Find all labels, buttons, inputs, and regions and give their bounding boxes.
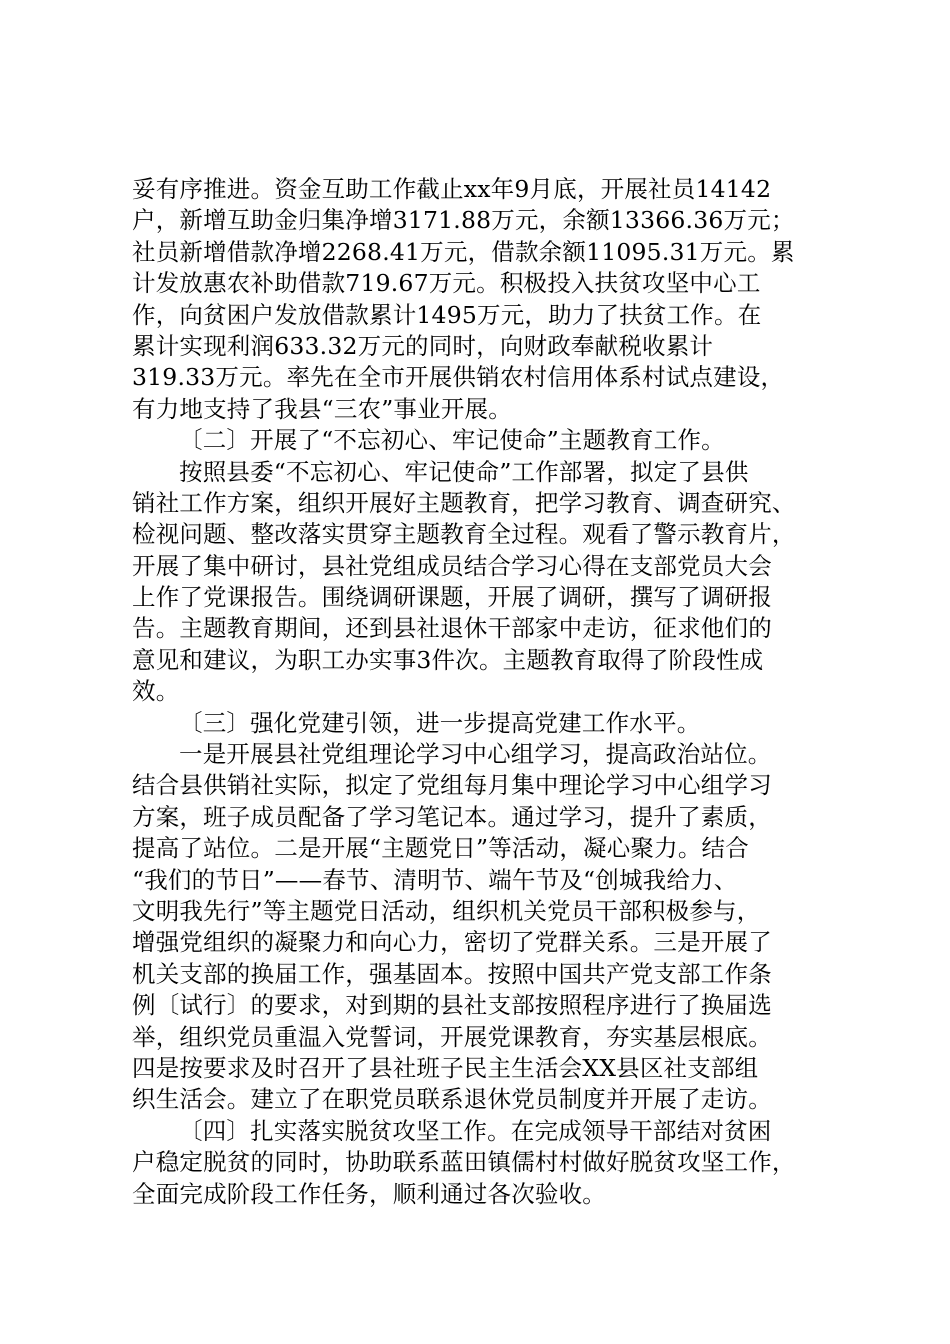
text-line: 全面完成阶段工作任务，顺利通过各次验收。 [132, 1179, 606, 1208]
text-line: 例〔试行〕的要求，对到期的县社支部按照程序进行了换届选 [132, 991, 772, 1020]
text-line: 举，组织党员重温入党誓词，开展党课教育，夯实基层根底。 [132, 1022, 772, 1051]
text-line: 检视问题、整改落实贯穿主题教育全过程。观看了警示教育片， [132, 520, 796, 549]
text-line: 织生活会。建立了在职党员联系退休党员制度并开展了走访。 [132, 1085, 772, 1114]
text-line: 销社工作方案，组织开展好主题教育，把学习教育、调查研究、 [132, 488, 796, 517]
text-line: 社员新增借款净增2268.41万元，借款余额11095.31万元。累 [132, 237, 795, 266]
text-line: 一是开展县社党组理论学习中心组学习，提高政治站位。 [179, 740, 772, 769]
text-line: 意见和建议，为职工办实事3件次。主题教育取得了阶段性成 [132, 645, 764, 674]
text-line: 〔三〕强化党建引领，进一步提高党建工作水平。 [179, 708, 701, 737]
text-line: 户稳定脱贫的同时，协助联系蓝田镇儒村村做好脱贫攻坚工作， [132, 1148, 796, 1177]
text-line: 结合县供销社实际，拟定了党组每月集中理论学习中心组学习 [132, 771, 772, 800]
text-line: 〔四〕扎实落实脱贫攻坚工作。在完成领导干部结对贫困 [179, 1116, 772, 1145]
text-line: 户，新增互助金归集净增3171.88万元，余额13366.36万元； [132, 206, 795, 235]
text-line: 作，向贫困户发放借款累计1495万元，助力了扶贫工作。在 [132, 300, 762, 329]
text-line: 方案，班子成员配备了学习笔记本。通过学习，提升了素质， [132, 802, 772, 831]
text-line: 有力地支持了我县“三农”事业开展。 [132, 394, 512, 423]
text-line: 按照县委“不忘初心、牢记使命”工作部署，拟定了县供 [179, 457, 749, 486]
text-line: 319.33万元。率先在全市开展供销农村信用体系村试点建设， [132, 363, 785, 392]
text-line: 计发放惠农补助借款719.67万元。积极投入扶贫攻坚中心工 [132, 269, 761, 298]
text-line: 效。 [132, 677, 180, 706]
text-line: 机关支部的换届工作，强基固本。按照中国共产党支部工作条 [132, 959, 772, 988]
text-line: 〔二〕开展了“不忘初心、牢记使命”主题教育工作。 [179, 426, 725, 455]
text-line: 上作了党课报告。围绕调研课题，开展了调研，撰写了调研报 [132, 583, 772, 612]
document-body [132, 174, 852, 1210]
text-line: 增强党组织的凝聚力和向心力，密切了党群关系。三是开展了 [132, 928, 772, 957]
text-line: 告。主题教育期间，还到县社退休干部家中走访，征求他们的 [132, 614, 772, 643]
text-line: 妥有序推进。资金互助工作截止xx年9月底，开展社员14142 [132, 175, 772, 203]
text-line: 四是按要求及时召开了县社班子民主生活会XX县区社支部组 [132, 1053, 759, 1082]
text-line: 提高了站位。二是开展“主题党日”等活动，凝心聚力。结合 [132, 834, 749, 863]
text-line: 累计实现利润633.32万元的同时，向财政奉献税收累计 [132, 331, 714, 360]
text-line: 文明我先行”等主题党日活动，组织机关党员干部积极参与， [132, 896, 761, 925]
text-line: “我们的节日”——春节、清明节、端午节及“创城我给力、 [132, 865, 738, 894]
text-line: 开展了集中研讨，县社党组成员结合学习心得在支部党员大会 [132, 551, 772, 580]
